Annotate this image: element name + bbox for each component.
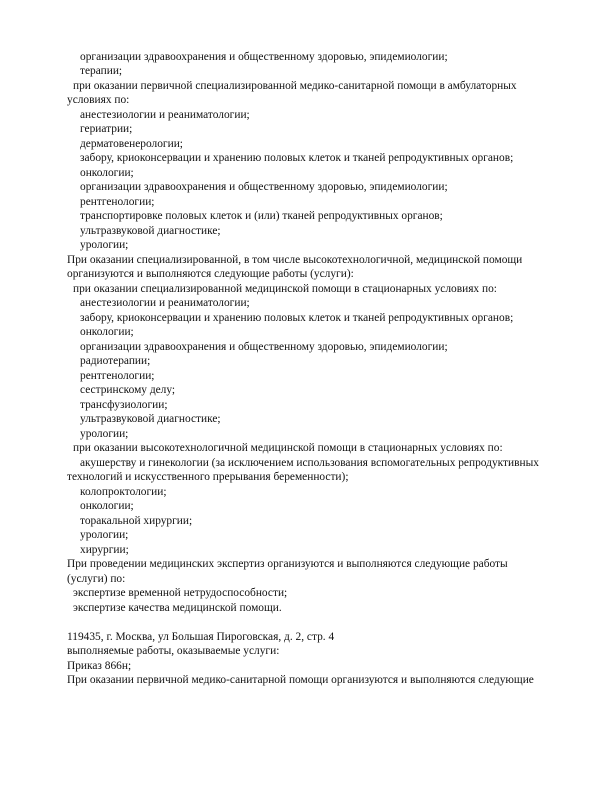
text-line: экспертизе качества медицинской помощи. — [73, 602, 282, 614]
text-line: выполняемые работы, оказываемые услуги: — [67, 645, 280, 657]
text-line: организации здравоохранения и общественному здоровью, эпидемиологии; — [80, 51, 448, 63]
text-line: урологии; — [80, 239, 129, 251]
text-line: При оказании первичной медико-санитарной помощи организуются и выполняются следующие — [67, 674, 534, 686]
text-line: сестринскому делу; — [80, 384, 176, 396]
text-line: гериатрии; — [80, 123, 133, 135]
text-line: при оказании первичной специализированной медико-санитарной помощи в амбулаторных — [73, 80, 517, 92]
text-line: забору, криоконсервации и хранению половых клеток и тканей репродуктивных органов; — [80, 152, 514, 164]
text-line: урологии; — [80, 529, 129, 541]
text-line: рентгенологии; — [80, 370, 155, 382]
text-line: при оказании специализированной медицинской помощи в стационарных условиях по: — [73, 283, 497, 295]
text-line: торакальной хирургии; — [80, 515, 193, 527]
text-line: трансфузиологии; — [80, 399, 168, 411]
text-line: (услуги) по: — [67, 573, 126, 585]
text-line: забору, криоконсервации и хранению половых клеток и тканей репродуктивных органов; — [80, 312, 514, 324]
text-line: условиях по: — [67, 94, 130, 106]
text-line: хирургии; — [80, 544, 129, 556]
text-line: дерматовенерологии; — [80, 138, 183, 150]
text-line: урологии; — [80, 428, 129, 440]
text-line: экспертизе временной нетрудоспособности; — [73, 587, 288, 599]
text-line: анестезиологии и реаниматологии; — [80, 297, 250, 309]
order-line: Приказ 866н; — [67, 660, 132, 672]
text-line: рентгенологии; — [80, 196, 155, 208]
text-line: организации здравоохранения и общественному здоровью, эпидемиологии; — [80, 181, 448, 193]
text-line: При проведении медицинских экспертиз организуются и выполняются следующие работы — [67, 558, 508, 570]
text-line: радиотерапии; — [80, 355, 151, 367]
text-line: организации здравоохранения и общественному здоровью, эпидемиологии; — [80, 341, 448, 353]
text-line: организуются и выполняются следующие работы (услуги): — [67, 268, 354, 280]
text-line: колопроктологии; — [80, 486, 167, 498]
text-line: транспортировке половых клеток и (или) тканей репродуктивных органов; — [80, 210, 443, 222]
text-line: терапии; — [80, 65, 123, 77]
text-line: онкологии; — [80, 500, 134, 512]
text-line: технологий и искусственного прерывания беременности); — [67, 471, 349, 483]
text-line: акушерству и гинекологии (за исключением использования вспомогательных репродуктивных — [80, 457, 539, 469]
address-line: 119435, г. Москва, ул Большая Пироговская, д. 2, стр. 4 — [67, 631, 335, 643]
text-line: онкологии; — [80, 326, 134, 338]
text-line: ультразвуковой диагностике; — [80, 413, 221, 425]
text-line: онкологии; — [80, 167, 134, 179]
text-line: ультразвуковой диагностике; — [80, 225, 221, 237]
text-line: При оказании специализированной, в том числе высокотехнологичной, медицинской помощи — [67, 254, 523, 266]
text-line: анестезиологии и реаниматологии; — [80, 109, 250, 121]
text-line: при оказании высокотехнологичной медицинской помощи в стационарных условиях по: — [73, 442, 503, 454]
